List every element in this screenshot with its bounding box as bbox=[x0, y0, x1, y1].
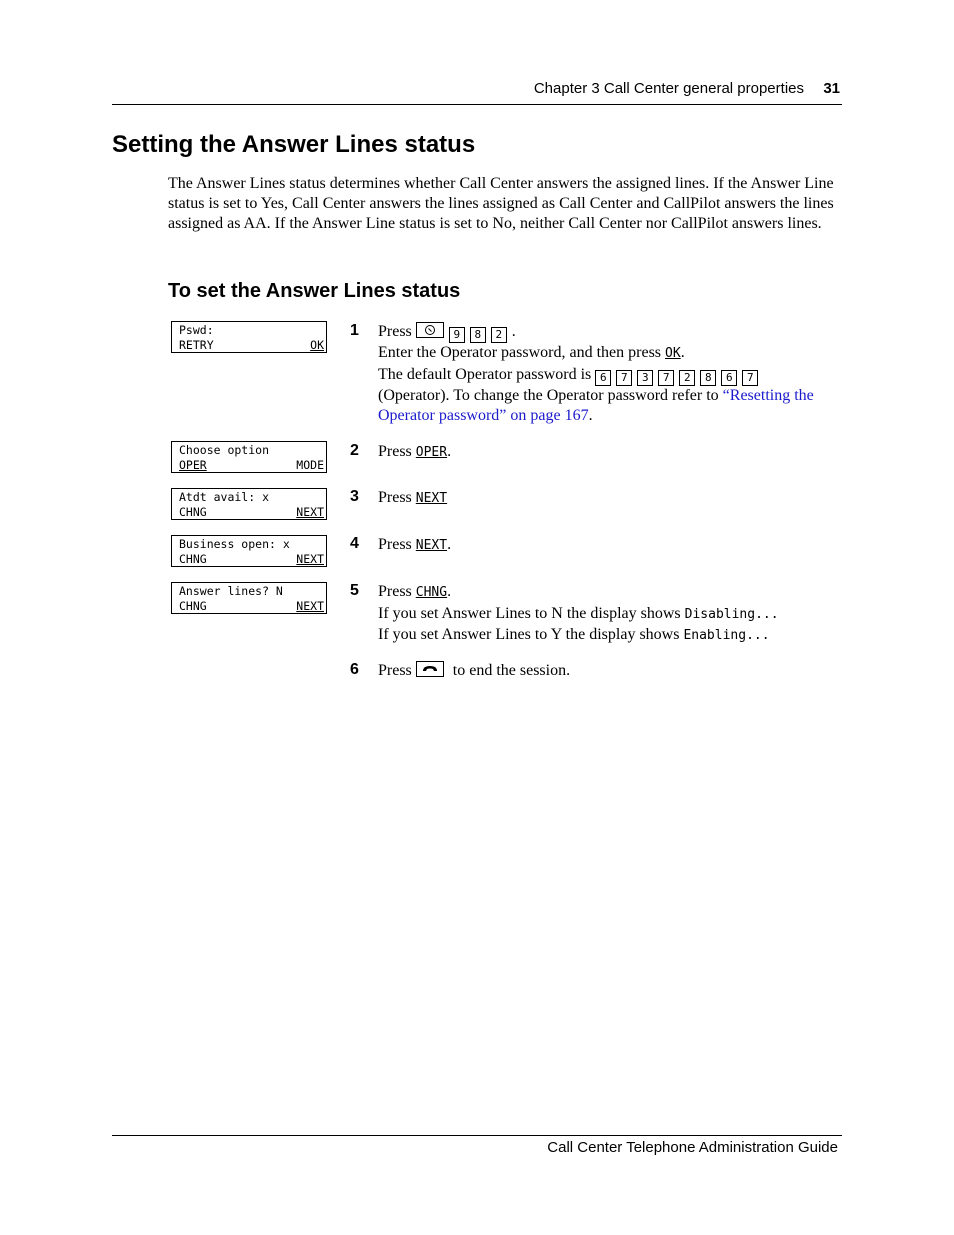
section-title: Setting the Answer Lines status bbox=[112, 131, 476, 158]
step-number: 6 bbox=[350, 661, 359, 678]
softkey-chng: CHNG bbox=[415, 585, 448, 600]
step-2: Press OPER. bbox=[378, 443, 452, 460]
display-line1: Answer lines? N bbox=[179, 584, 283, 598]
display-enabling: Enabling... bbox=[683, 628, 770, 643]
display-disabling: Disabling... bbox=[684, 606, 779, 622]
chapter-title: Chapter 3 Call Center general properties bbox=[533, 80, 804, 97]
display-line1: Business open: x bbox=[179, 537, 290, 551]
display-softkey-left: RETRY bbox=[179, 338, 214, 352]
display-softkey-right: MODE bbox=[296, 458, 324, 472]
header-rule bbox=[112, 104, 842, 105]
press-label: Press bbox=[378, 489, 412, 506]
key-7: 7 bbox=[658, 370, 674, 386]
key-2: 2 bbox=[679, 370, 695, 386]
display-softkey-left: OPER bbox=[179, 458, 207, 472]
step-number: 5 bbox=[350, 582, 359, 599]
page-number: 31 bbox=[823, 80, 840, 97]
press-label: Press bbox=[378, 536, 412, 553]
softkey-ok: OK bbox=[665, 346, 681, 361]
key-7: 7 bbox=[616, 370, 632, 386]
step-number: 2 bbox=[350, 442, 359, 459]
resetting-password-link[interactable]: “Resetting the Operator password” on page 167 bbox=[378, 386, 814, 424]
display-softkey-left: CHNG bbox=[179, 552, 207, 566]
instruction-text: (Operator). To change the Operator password refer to bbox=[378, 386, 719, 404]
key-8: 8 bbox=[700, 370, 716, 386]
press-label: Press bbox=[378, 443, 412, 460]
display-softkey-right: NEXT bbox=[296, 552, 324, 566]
step-number: 1 bbox=[350, 322, 359, 339]
display-softkey-right: NEXT bbox=[296, 599, 324, 613]
instruction-text: to end the session. bbox=[452, 662, 571, 679]
display-atdt-avail bbox=[171, 488, 327, 520]
softkey-oper: OPER bbox=[415, 445, 448, 460]
display-line1: Choose option bbox=[179, 443, 270, 457]
step-6 bbox=[378, 661, 843, 682]
step-number: 4 bbox=[350, 535, 359, 552]
instruction-text: The default Operator password is bbox=[378, 365, 592, 383]
key-6: 6 bbox=[721, 370, 737, 386]
key-8: 8 bbox=[470, 327, 486, 343]
display-softkey-right: NEXT bbox=[296, 505, 324, 519]
softkey-next: NEXT bbox=[415, 491, 448, 506]
key-9: 9 bbox=[449, 327, 465, 343]
step-1: Press 9 8 2 . Enter the Operator password, and then press OK. The default Operator password is 6 7 3 7 2 8 6 7 (Operator). To change the Operator password refer to “Resetting the Operator password” on page 167. bbox=[378, 323, 814, 424]
step-number: 3 bbox=[350, 488, 359, 505]
release-handset-icon bbox=[416, 661, 444, 677]
feature-icon bbox=[416, 322, 444, 338]
display-softkey-right: OK bbox=[310, 338, 324, 352]
display-line1: Atdt avail: x bbox=[179, 490, 270, 504]
press-label: Press bbox=[378, 583, 412, 600]
key-7: 7 bbox=[742, 370, 758, 386]
press-label: Press bbox=[378, 662, 412, 679]
page-header bbox=[112, 78, 842, 100]
softkey-next: NEXT bbox=[415, 538, 448, 553]
intro-paragraph: The Answer Lines status determines whether Call Center answers the assigned lines. If the Answer Line status is set to Yes, Call Center answers the lines assigned as Call Center and CallPilot answers the lines assigned as AA. If the Answer Line status is set to No, neither Call Center nor CallPilot answers lines. bbox=[168, 175, 834, 232]
press-label: Press bbox=[378, 323, 412, 340]
display-softkey-left: CHNG bbox=[179, 599, 207, 613]
step-5: Press CHNG. If you set Answer Lines to N the display shows Disabling... If you set Answer Lines to Y the display shows Enabling... bbox=[378, 583, 779, 643]
key-3: 3 bbox=[637, 370, 653, 386]
display-line1: Pswd: bbox=[179, 323, 214, 337]
instruction-text: If you set Answer Lines to N the display shows bbox=[378, 604, 681, 622]
display-answer-lines bbox=[171, 582, 327, 614]
key-6: 6 bbox=[595, 370, 611, 386]
display-password bbox=[171, 321, 327, 353]
footer-title: Call Center Telephone Administration Guide bbox=[547, 1139, 838, 1156]
display-choose-option bbox=[171, 441, 327, 473]
step-3 bbox=[378, 488, 843, 510]
display-business-open bbox=[171, 535, 327, 567]
instruction-text: If you set Answer Lines to Y the display shows bbox=[378, 626, 680, 643]
step-4: Press NEXT. bbox=[378, 536, 452, 553]
instruction-text: Enter the Operator password, and then press bbox=[378, 344, 662, 361]
key-2: 2 bbox=[491, 327, 507, 343]
procedure-title: To set the Answer Lines status bbox=[168, 280, 461, 302]
display-softkey-left: CHNG bbox=[179, 505, 207, 519]
footer-rule bbox=[112, 1135, 842, 1136]
